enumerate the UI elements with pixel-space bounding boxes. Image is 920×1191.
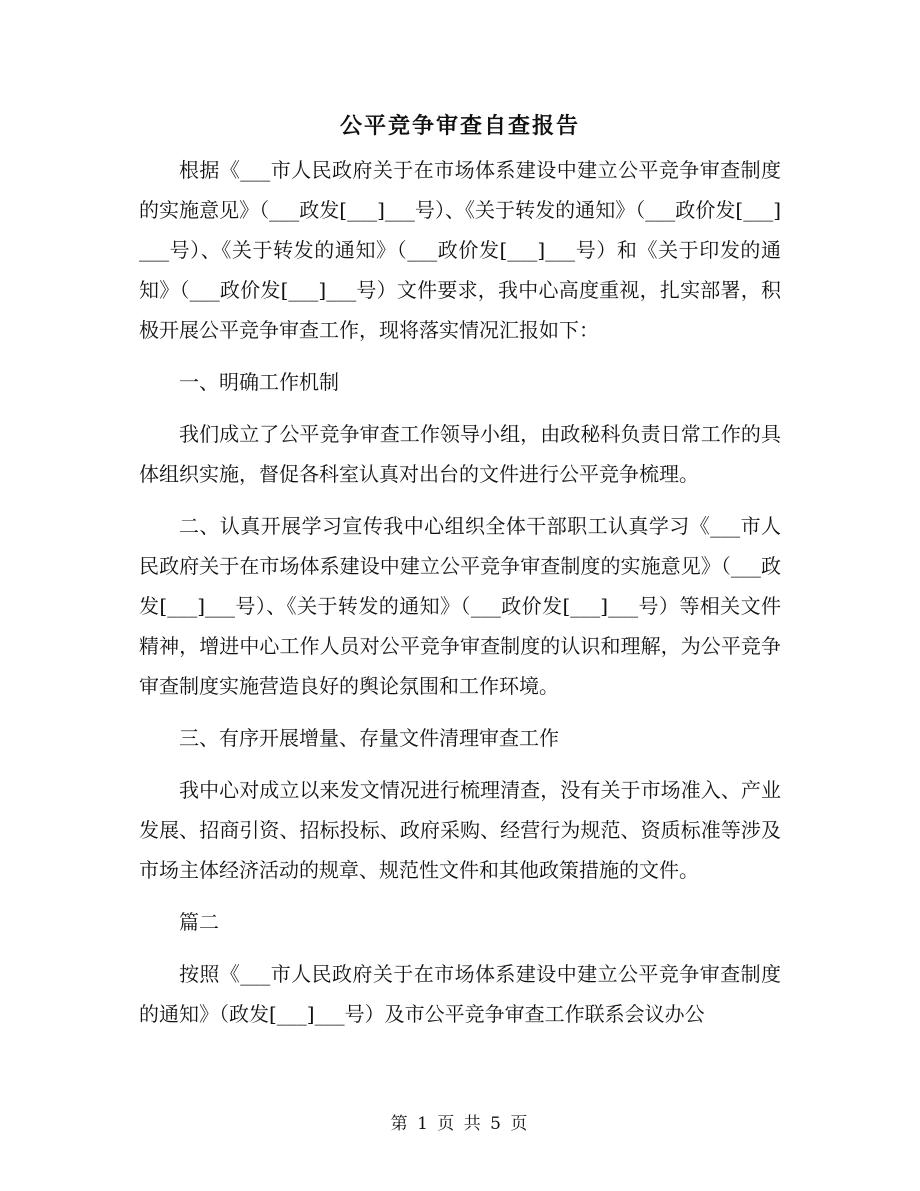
paragraph-section-1: 我们成立了公平竞争审查工作领导小组，由政秘科负责日常工作的具体组织实施，督促各科室认真对出台的文件进行公平竞争梳理。	[139, 422, 781, 486]
section-heading-3: 三、有序开展增量、存量文件清理审查工作	[179, 726, 559, 750]
document-title: 公平竞争审查自查报告	[339, 113, 580, 139]
section-heading-1: 一、明确工作机制	[179, 370, 339, 394]
page-number: 第 1 页 共 5 页	[390, 1114, 530, 1134]
part-heading-2: 篇二	[179, 910, 219, 934]
paragraph-intro: 根据《___市人民政府关于在市场体系建设中建立公平竞争审查制度的实施意见》（___政发[___]___号）、《关于转发的通知》（___政价发[___]___号）、《关于转发的通知》（___政价发[___]___号）和《关于印发的通知》（___政价发[___]___号）文件要求，我中心高度重视，扎实部署，积极开展公平竞争审查工作，现将落实情况汇报如下：	[139, 158, 781, 342]
paragraph-section-2: 二、认真开展学习宣传我中心组织全体干部职工认真学习《___市人民政府关于在市场体系建设中建立公平竞争审查制度的实施意见》（___政发[___]___号）、《关于转发的通知》（___政价发[___]___号）等相关文件精神，增进中心工作人员对公平竞争审查制度的认识和理解，为公平竞争审查制度实施营造良好的舆论氛围和工作环境。	[139, 514, 781, 698]
paragraph-part-2: 按照《___市人民政府关于在市场体系建设中建立公平竞争审查制度的通知》（政发[___]___号）及市公平竞争审查工作联系会议办公	[139, 962, 781, 1026]
document-body	[139, 150, 781, 1046]
paragraph-section-3: 我中心对成立以来发文情况进行梳理清查，没有关于市场准入、产业发展、招商引资、招标投标、政府采购、经营行为规范、资质标准等涉及市场主体经济活动的规章、规范性文件和其他政策措施的文件。	[139, 778, 781, 882]
